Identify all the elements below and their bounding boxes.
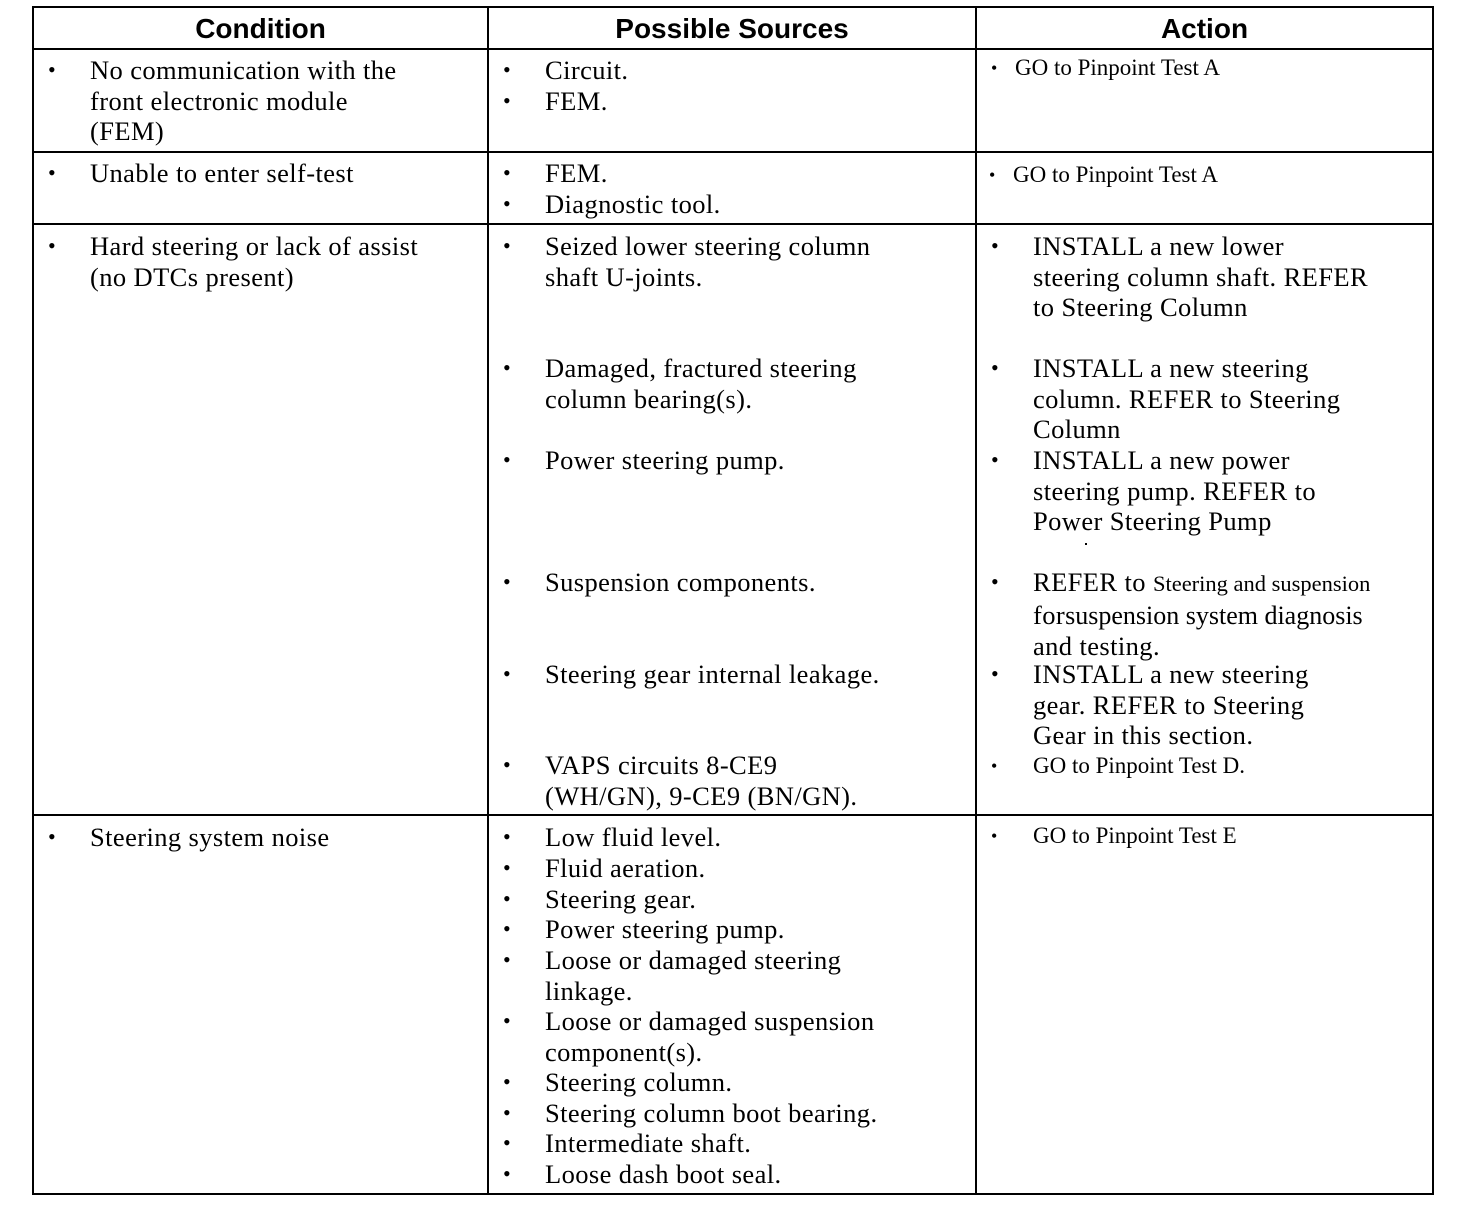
bullet-icon: • bbox=[503, 160, 512, 185]
source-line: Damaged, fractured steering bbox=[545, 353, 857, 383]
action-line: for bbox=[1033, 599, 1066, 630]
source-line: FEM. bbox=[545, 158, 608, 188]
action-line: and testing. bbox=[1033, 631, 1160, 662]
action-line: INSTALL a new power bbox=[1033, 445, 1290, 475]
bullet-icon: • bbox=[991, 58, 998, 78]
condition-line: (no DTCs present) bbox=[90, 261, 295, 292]
condition-line: Unable to enter self-test bbox=[90, 158, 354, 188]
action-line: to Steering Column bbox=[1033, 292, 1248, 323]
source-line: Steering column. bbox=[545, 1067, 733, 1097]
bullet-icon: • bbox=[48, 160, 57, 185]
bullet-icon: • bbox=[503, 447, 512, 472]
condition-line: No communication with the bbox=[90, 55, 397, 85]
condition-line: (FEM) bbox=[90, 116, 165, 147]
bullet-icon: • bbox=[503, 661, 512, 686]
action-line: GO to Pinpoint Test A bbox=[1015, 55, 1220, 80]
action-line: REFER to bbox=[1033, 567, 1146, 597]
bullet-icon: • bbox=[503, 355, 512, 380]
bullet-icon: • bbox=[991, 569, 1000, 594]
bullet-icon: • bbox=[503, 57, 512, 82]
source-line: Fluid aeration. bbox=[545, 853, 706, 883]
action-line: suspension system diagnosis bbox=[1065, 600, 1363, 630]
bullet-icon: • bbox=[503, 233, 512, 258]
bullet-icon: • bbox=[991, 756, 998, 776]
action-line: Power Steering Pump bbox=[1033, 506, 1272, 537]
bullet-icon: • bbox=[48, 233, 57, 258]
source-line: Steering gear internal leakage. bbox=[545, 659, 880, 689]
bullet-icon: • bbox=[503, 569, 512, 594]
source-line: component(s). bbox=[545, 1036, 703, 1067]
bullet-icon: • bbox=[991, 447, 1000, 472]
action-line: INSTALL a new steering bbox=[1033, 659, 1309, 689]
bullet-icon: • bbox=[503, 855, 512, 880]
condition-line: Hard steering or lack of assist bbox=[90, 231, 419, 261]
condition-line: front electronic module bbox=[90, 85, 348, 116]
source-line: Suspension components. bbox=[545, 567, 816, 597]
source-line: Steering gear. bbox=[545, 884, 697, 914]
bullet-icon: • bbox=[503, 191, 512, 216]
source-line: Intermediate shaft. bbox=[545, 1128, 752, 1158]
action-line: Gear in this section. bbox=[1033, 720, 1254, 751]
header-possible-sources: Possible Sources bbox=[615, 13, 849, 44]
bullet-icon: • bbox=[989, 165, 996, 185]
bullet-icon: • bbox=[503, 1069, 512, 1094]
source-line: Steering column boot bearing. bbox=[545, 1098, 878, 1128]
source-line: VAPS circuits 8-CE9 bbox=[545, 750, 778, 780]
bullet-icon: • bbox=[503, 1008, 512, 1033]
bullet-icon: • bbox=[503, 88, 512, 113]
source-line: column bearing(s). bbox=[545, 383, 753, 414]
diagnosis-table bbox=[32, 6, 1434, 1195]
source-line: Seized lower steering column bbox=[545, 231, 871, 261]
scan-speck bbox=[1085, 543, 1087, 545]
source-line: linkage. bbox=[545, 975, 633, 1006]
bullet-icon: • bbox=[991, 826, 998, 846]
source-line: Power steering pump. bbox=[545, 445, 785, 475]
bullet-icon: • bbox=[503, 916, 512, 941]
row-divider bbox=[34, 223, 1432, 225]
bullet-icon: • bbox=[503, 886, 512, 911]
action-line: GO to Pinpoint Test A bbox=[1013, 162, 1218, 187]
action-line: INSTALL a new lower bbox=[1033, 231, 1285, 261]
source-line: Loose dash boot seal. bbox=[545, 1159, 782, 1189]
action-line: GO to Pinpoint Test D. bbox=[1033, 753, 1246, 778]
header-condition: Condition bbox=[195, 13, 326, 44]
bullet-icon: • bbox=[991, 355, 1000, 380]
condition-line: Steering system noise bbox=[90, 822, 330, 852]
action-line: INSTALL a new steering bbox=[1033, 353, 1309, 383]
source-line: Circuit. bbox=[545, 55, 629, 85]
column-divider bbox=[975, 8, 977, 1193]
source-line: Power steering pump. bbox=[545, 914, 785, 944]
bullet-icon: • bbox=[503, 1161, 512, 1186]
action-line: steering column shaft. REFER bbox=[1033, 261, 1369, 292]
action-line: steering pump. REFER to bbox=[1033, 475, 1317, 506]
action-line: GO to Pinpoint Test E bbox=[1033, 823, 1237, 848]
bullet-icon: • bbox=[503, 1100, 512, 1125]
bullet-icon: • bbox=[48, 824, 57, 849]
source-line: Loose or damaged suspension bbox=[545, 1006, 875, 1036]
column-divider bbox=[487, 8, 489, 1193]
row-divider bbox=[34, 814, 1432, 816]
action-line: gear. REFER to Steering bbox=[1033, 689, 1305, 720]
row-divider bbox=[34, 151, 1432, 153]
source-line: Diagnostic tool. bbox=[545, 189, 721, 219]
bullet-icon: • bbox=[48, 57, 57, 82]
bullet-icon: • bbox=[503, 824, 512, 849]
source-line: (WH/GN), 9-CE9 (BN/GN). bbox=[545, 780, 858, 811]
source-line: FEM. bbox=[545, 86, 608, 116]
header-action: Action bbox=[1160, 13, 1249, 44]
action-line: Column bbox=[1033, 414, 1121, 445]
bullet-icon: • bbox=[503, 752, 512, 777]
bullet-icon: • bbox=[991, 661, 1000, 686]
bullet-icon: • bbox=[991, 233, 1000, 258]
source-line: shaft U-joints. bbox=[545, 261, 703, 292]
action-line: Steering and suspension bbox=[1152, 571, 1371, 596]
source-line: Loose or damaged steering bbox=[545, 945, 842, 975]
bullet-icon: • bbox=[503, 947, 512, 972]
bullet-icon: • bbox=[503, 1130, 512, 1155]
action-line: column. REFER to Steering bbox=[1033, 383, 1341, 414]
source-line: Low fluid level. bbox=[545, 822, 722, 852]
